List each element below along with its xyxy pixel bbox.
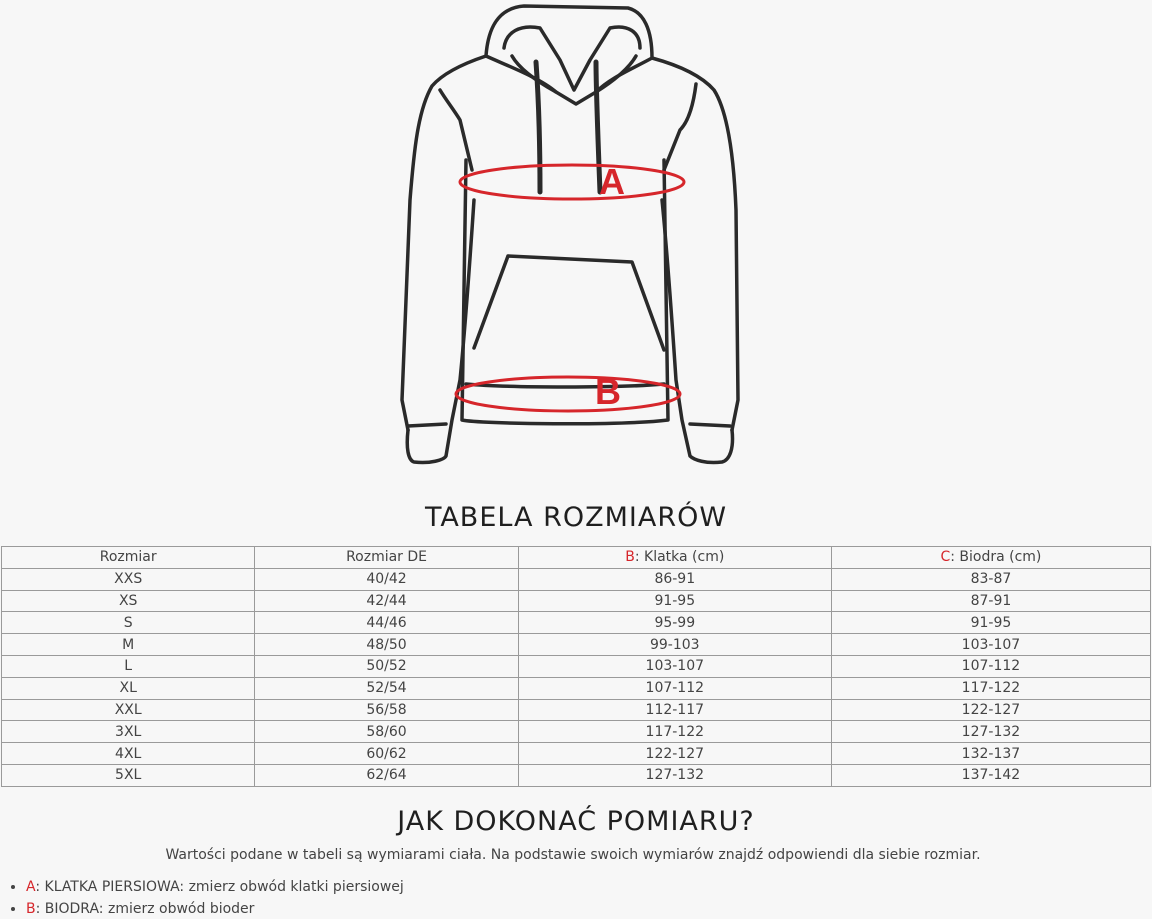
size-table-title: TABELA ROZMIARÓW — [424, 502, 728, 533]
cell-chest: 127-132 — [518, 764, 831, 786]
list-item — [26, 898, 404, 919]
table-row — [2, 634, 1151, 656]
table-row — [2, 677, 1151, 699]
size-table-header-row — [2, 547, 1151, 569]
cell-size: XL — [2, 677, 255, 699]
cell-chest: 112-117 — [518, 699, 831, 721]
list-item — [26, 876, 404, 898]
cell-size-de: 60/62 — [255, 743, 518, 765]
cell-size-de: 58/60 — [255, 721, 518, 743]
table-row — [2, 568, 1151, 590]
cell-size: M — [2, 634, 255, 656]
table-row — [2, 721, 1151, 743]
cell-hips: 122-127 — [831, 699, 1150, 721]
cell-size: XXL — [2, 699, 255, 721]
measure-notes-list — [0, 876, 404, 919]
table-row — [2, 655, 1151, 677]
cell-chest: 107-112 — [518, 677, 831, 699]
note-letter: A — [26, 879, 36, 895]
note-text: : BIODRA: zmierz obwód bioder — [35, 901, 255, 917]
cell-size-de: 42/44 — [255, 590, 518, 612]
size-table — [1, 546, 1151, 787]
header-size-de: Rozmiar DE — [255, 547, 518, 569]
cell-hips: 137-142 — [831, 764, 1150, 786]
cell-hips: 103-107 — [831, 634, 1150, 656]
cell-size-de: 40/42 — [255, 568, 518, 590]
cell-size-de: 44/46 — [255, 612, 518, 634]
header-hips-letter: C — [940, 549, 951, 566]
cell-size: 4XL — [2, 743, 255, 765]
table-row — [2, 743, 1151, 765]
cell-hips: 91-95 — [831, 612, 1150, 634]
cell-chest: 86-91 — [518, 568, 831, 590]
header-chest-letter: B — [625, 549, 635, 566]
cell-hips: 83-87 — [831, 568, 1150, 590]
table-row — [2, 590, 1151, 612]
cell-hips: 117-122 — [831, 677, 1150, 699]
table-row — [2, 764, 1151, 786]
cell-size-de: 62/64 — [255, 764, 518, 786]
cell-size-de: 52/54 — [255, 677, 518, 699]
cell-size-de: 56/58 — [255, 699, 518, 721]
cell-hips: 127-132 — [831, 721, 1150, 743]
cell-chest: 91-95 — [518, 590, 831, 612]
header-size: Rozmiar — [2, 547, 255, 569]
cell-size: L — [2, 655, 255, 677]
measure-intro-text: Wartości podane w tabeli są wymiarami ciała. Na podstawie swoich wymiarów znajdź odpowiendi dla siebie rozmiar. — [165, 847, 981, 863]
cell-size: XS — [2, 590, 255, 612]
header-chest-label: : Klatka (cm) — [634, 549, 725, 566]
table-row — [2, 612, 1151, 634]
header-hips-label: : Biodra (cm) — [950, 549, 1042, 566]
header-hips — [831, 547, 1150, 569]
cell-size-de: 50/52 — [255, 655, 518, 677]
cell-chest: 122-127 — [518, 743, 831, 765]
note-text: : KLATKA PIERSIOWA: zmierz obwód klatki piersiowej — [35, 879, 404, 895]
cell-hips: 87-91 — [831, 590, 1150, 612]
cell-size-de: 48/50 — [255, 634, 518, 656]
cell-hips: 132-137 — [831, 743, 1150, 765]
cell-chest: 95-99 — [518, 612, 831, 634]
cell-size: 5XL — [2, 764, 255, 786]
note-letter: B — [26, 901, 36, 917]
cell-size: 3XL — [2, 721, 255, 743]
marker-a: A — [599, 161, 625, 202]
marker-b: B — [595, 371, 621, 412]
cell-hips: 107-112 — [831, 655, 1150, 677]
how-to-measure-title: JAK DOKONAĆ POMIARU? — [397, 806, 755, 837]
table-row — [2, 699, 1151, 721]
hoodie-measurement-illustration — [390, 0, 760, 472]
cell-chest: 99-103 — [518, 634, 831, 656]
header-chest — [518, 547, 831, 569]
cell-size: S — [2, 612, 255, 634]
cell-chest: 117-122 — [518, 721, 831, 743]
cell-chest: 103-107 — [518, 655, 831, 677]
cell-size: XXS — [2, 568, 255, 590]
